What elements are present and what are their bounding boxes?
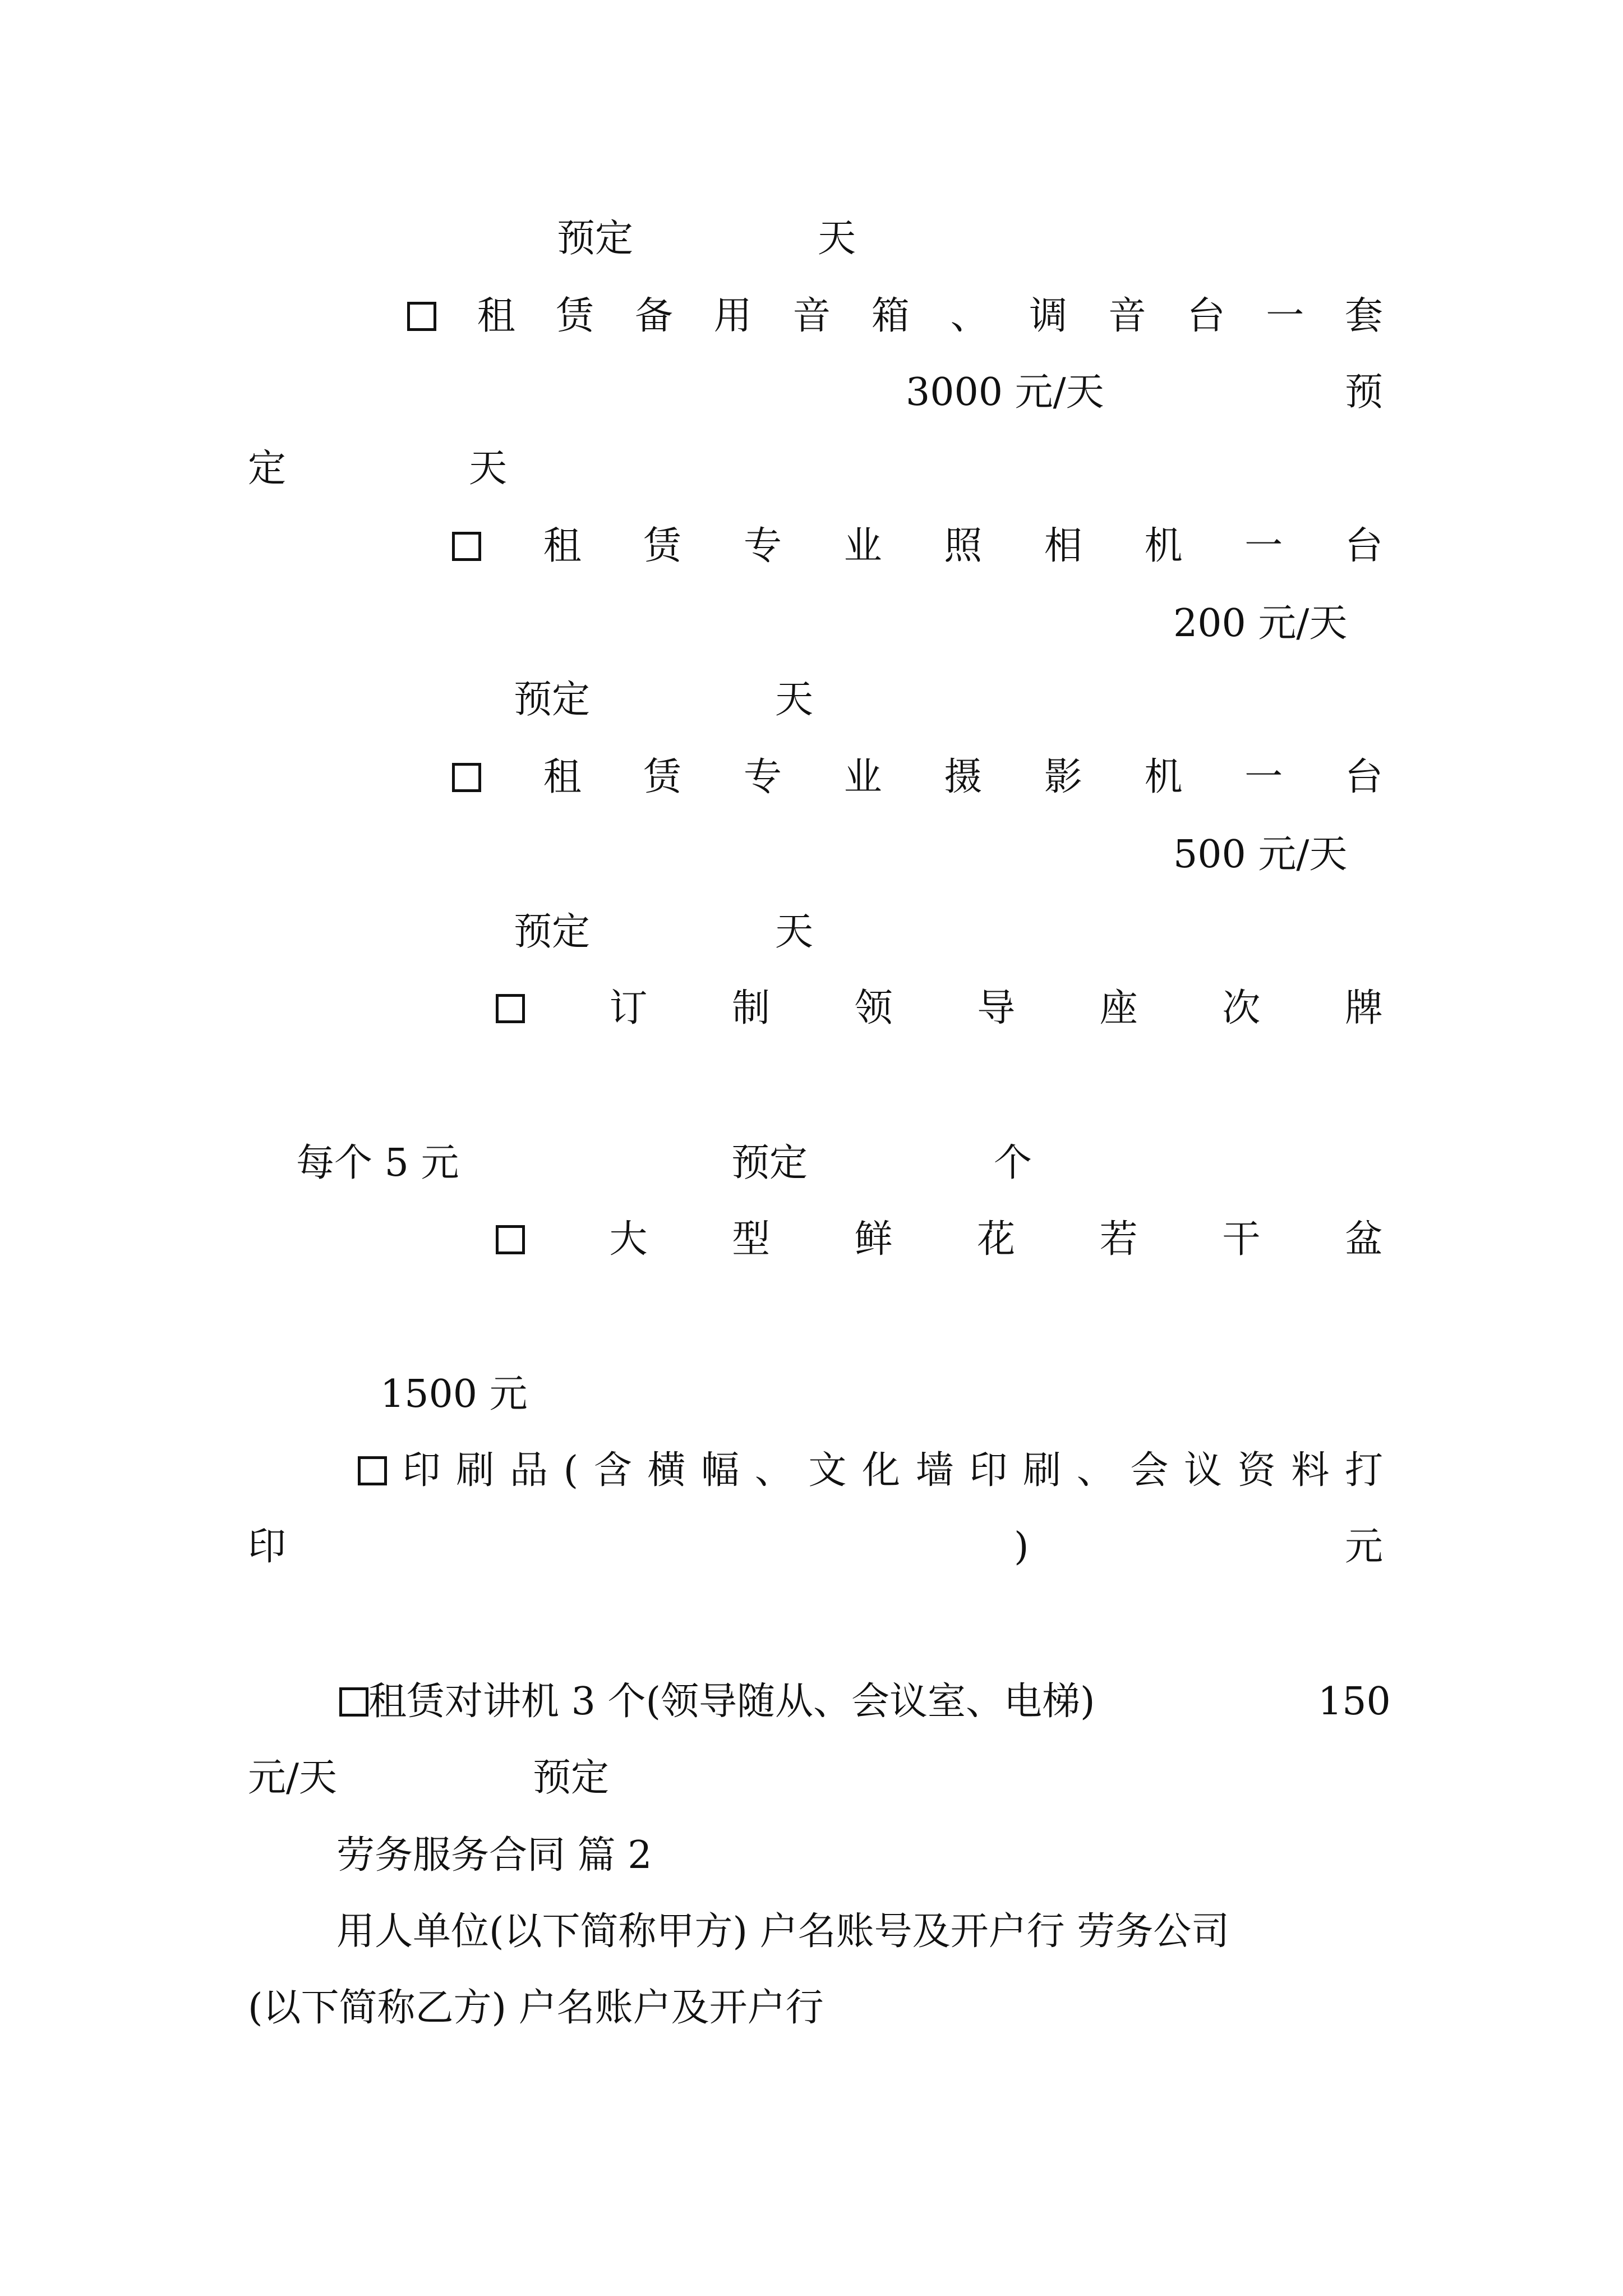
char: 一 [1244,755,1283,799]
char: 音 [792,294,831,338]
text-line: 预定 [557,217,634,261]
char: 、 [754,1448,793,1493]
char: 、 [950,294,989,338]
checkbox-icon[interactable] [358,1456,387,1485]
char: 化 [862,1448,901,1493]
text-line: 500 元/天 [1173,832,1348,877]
char: 箱 [871,294,910,338]
checkbox-item-walkie-talkie [339,1680,1095,1724]
checkbox-item-printing [358,1448,1383,1493]
char: 、 [1076,1448,1115,1493]
text-line: 定 [248,447,287,491]
char: 印 [402,1448,441,1493]
char: 一 [1244,524,1283,568]
text-line: 预定 [514,678,591,722]
char: 刷 [1023,1448,1062,1493]
char: 领 [854,986,893,1030]
text-line: 预 [1345,370,1384,415]
text-line: 天 [775,910,814,954]
char: 印 [969,1448,1008,1493]
char: 照 [944,524,983,568]
checkbox-item-flowers [496,1217,1383,1262]
checkbox-item-speakers [407,294,1383,338]
text-line: 天 [469,447,508,491]
item-label: 租赁对讲机 3 个(领导随从、会议室、电梯) [368,1680,1095,1724]
char: 影 [1044,755,1082,799]
paragraph-line: 用人单位(以下简称甲方) 户名账号及开户行 劳务公司 [336,1910,1230,1954]
text-line: 天 [775,678,814,722]
char: 租 [477,294,515,338]
char: 赁 [556,294,594,338]
char: 会 [1130,1448,1169,1493]
char: ( [563,1448,579,1493]
char: 幅 [701,1448,740,1493]
text-line: 每个 5 元 [296,1141,459,1185]
char: 机 [1144,524,1183,568]
paragraph-line: (以下简称乙方) 户名账户及开户行 [248,1986,824,2030]
char: 摄 [944,755,983,799]
text-line: 元 [1345,1525,1384,1569]
checkbox-icon[interactable] [452,763,481,792]
text-line: 150 [1318,1680,1391,1724]
char: 业 [843,524,882,568]
char: 台 [1344,524,1383,568]
text-line: 1500 元 [380,1372,528,1416]
char: 导 [977,986,1016,1030]
char: 制 [732,986,771,1030]
char: 一 [1266,294,1304,338]
char: 相 [1044,524,1082,568]
char: 刷 [456,1448,495,1493]
char: 品 [509,1448,548,1493]
checkbox-icon[interactable] [339,1687,368,1717]
char: 业 [843,755,882,799]
char: 文 [808,1448,847,1493]
text-line: 天 [818,217,856,261]
char: 用 [713,294,752,338]
checkbox-icon[interactable] [496,1225,525,1254]
text-line: 印 [248,1525,287,1569]
char: 料 [1291,1448,1330,1493]
checkbox-icon[interactable] [452,532,481,561]
char: 租 [543,524,582,568]
text-line: 元/天 [248,1756,337,1800]
char: 赁 [643,755,682,799]
checkbox-item-video-camera [452,755,1383,799]
char: 鲜 [854,1217,893,1262]
char: 机 [1144,755,1183,799]
char: 台 [1187,294,1225,338]
text-line: 个 [994,1141,1032,1185]
char: 订 [609,986,648,1030]
char: 横 [647,1448,686,1493]
char: 干 [1222,1217,1261,1262]
char: 议 [1184,1448,1223,1493]
char: 若 [1099,1217,1138,1262]
char: 套 [1344,294,1383,338]
text-line: 预定 [533,1756,610,1800]
char: 台 [1344,755,1383,799]
char: 打 [1344,1448,1383,1493]
text-line: 预定 [514,910,591,954]
checkbox-item-name-plates [496,986,1383,1030]
char: 花 [977,1217,1016,1262]
char: 墙 [915,1448,954,1493]
char: 租 [543,755,582,799]
text-line: 预定 [731,1141,808,1185]
char: 专 [743,755,782,799]
checkbox-icon[interactable] [496,994,525,1023]
char: 资 [1237,1448,1276,1493]
char: 牌 [1344,986,1383,1030]
char: 音 [1108,294,1146,338]
char: 备 [634,294,673,338]
checkbox-icon[interactable] [407,302,436,331]
char: 座 [1099,986,1138,1030]
char: 盆 [1344,1217,1383,1262]
text-line: 3000 元/天 [906,370,1104,415]
char: 型 [732,1217,771,1262]
char: 次 [1222,986,1261,1030]
char: 调 [1029,294,1068,338]
char: 含 [593,1448,632,1493]
text-line: 200 元/天 [1173,601,1348,646]
char: 专 [743,524,782,568]
char: 大 [609,1217,648,1262]
checkbox-item-camera [452,524,1383,568]
text-line: ) [1014,1525,1029,1569]
char: 赁 [643,524,682,568]
section-heading: 劳务服务合同 篇 2 [336,1833,652,1878]
